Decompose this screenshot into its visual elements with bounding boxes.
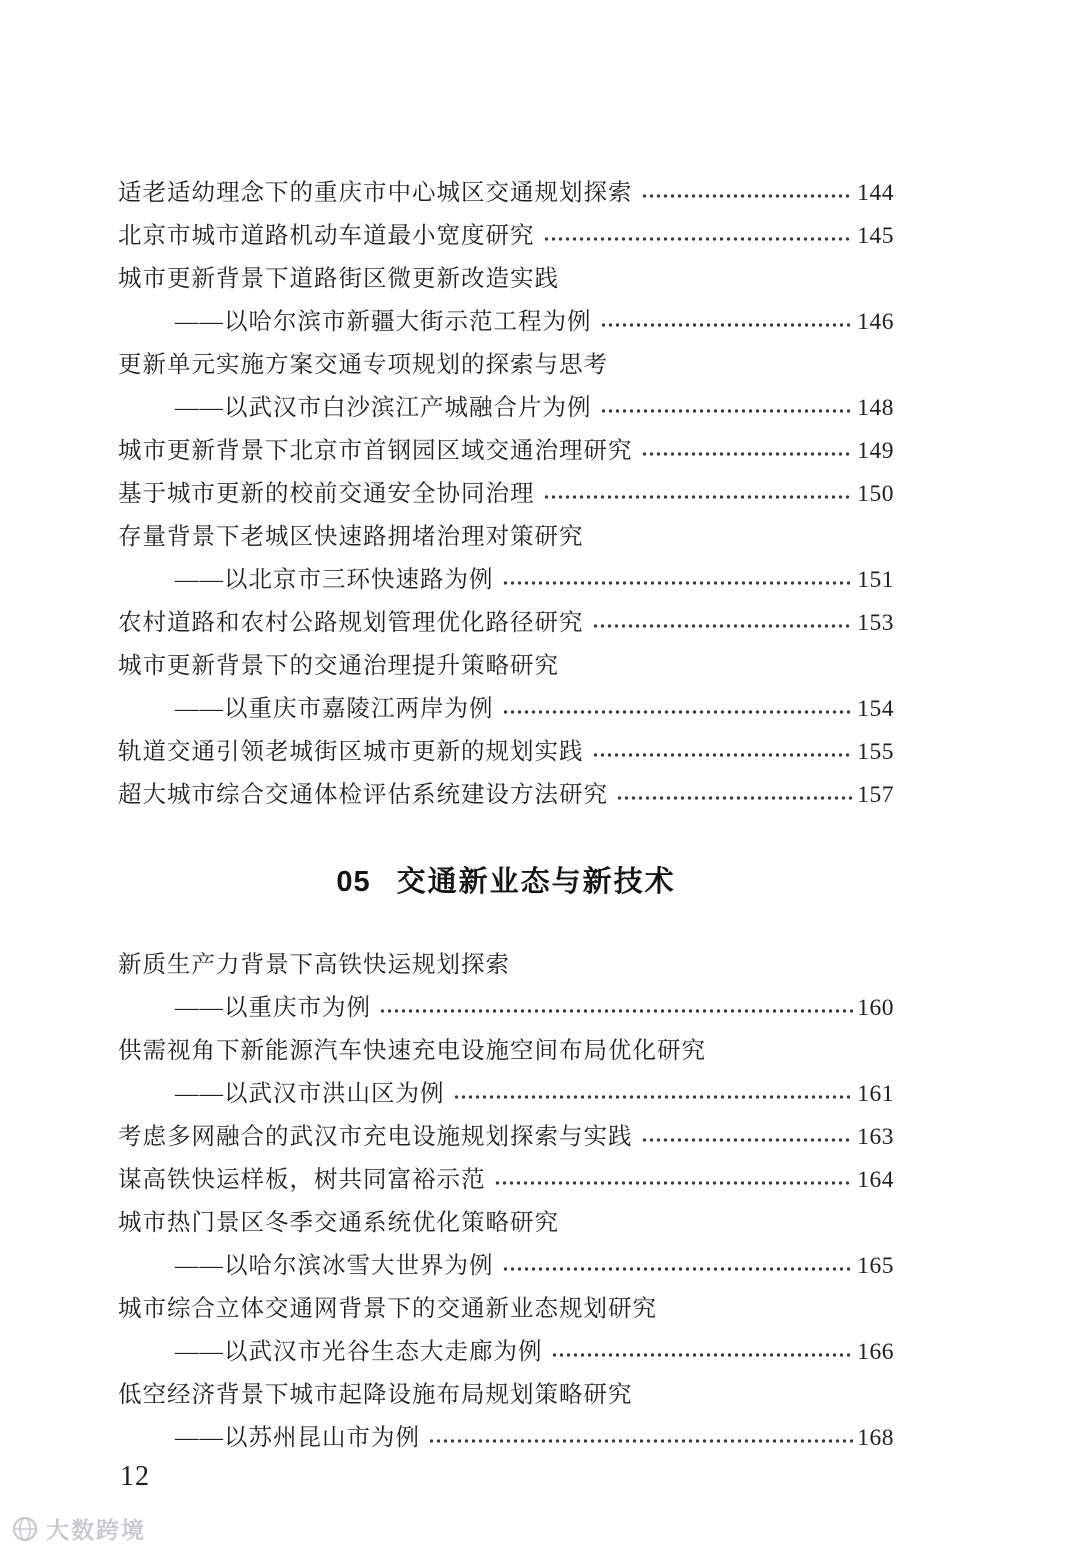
entry-page-number: 163: [857, 1124, 894, 1150]
section-number: 05: [336, 866, 371, 898]
toc-entry: [118, 944, 894, 1030]
toc-entry: [118, 516, 894, 602]
entry-subtitle: ——以重庆市嘉陵江两岸为例: [175, 696, 494, 722]
entry-page-number: 150: [857, 481, 894, 507]
dot-leader: [543, 235, 854, 243]
toc-entry: [118, 1030, 894, 1116]
entry-title: 更新单元实施方案交通专项规划的探索与思考: [118, 352, 608, 378]
dot-leader: [428, 1437, 853, 1445]
toc-entry: [118, 1159, 894, 1202]
toc-entry: [118, 1288, 894, 1374]
dot-leader: [600, 407, 854, 415]
entry-page-number: 155: [857, 739, 894, 765]
entry-page-number: 166: [857, 1339, 894, 1365]
entry-title: 轨道交通引领老城街区城市更新的规划实践: [118, 739, 584, 765]
entry-title: 低空经济背景下城市起降设施布局规划策略研究: [118, 1382, 633, 1408]
toc-entry: [118, 258, 894, 344]
toc-entry: [118, 731, 894, 774]
toc-entry: [118, 1116, 894, 1159]
entry-title: 城市更新背景下道路街区微更新改造实践: [118, 266, 559, 292]
entry-page-number: 148: [857, 395, 894, 421]
dot-leader: [641, 192, 854, 200]
entry-title: 存量背景下老城区快速路拥堵治理对策研究: [118, 524, 584, 550]
dot-leader: [453, 1093, 854, 1101]
entry-title: 谋高铁快运样板，树共同富裕示范: [118, 1167, 486, 1193]
entry-subtitle: ——以苏州昆山市为例: [175, 1425, 420, 1451]
dot-leader: [616, 794, 853, 802]
entry-subtitle: ——以武汉市光谷生态大走廊为例: [175, 1339, 543, 1365]
toc-entry: [118, 215, 894, 258]
entry-title: 城市热门景区冬季交通系统优化策略研究: [118, 1210, 559, 1236]
entry-page-number: 145: [857, 223, 894, 249]
entry-page-number: 149: [857, 438, 894, 464]
dot-leader: [502, 708, 854, 716]
entry-page-number: 164: [857, 1167, 894, 1193]
entry-page-number: 153: [857, 610, 894, 636]
entry-title: 适老适幼理念下的重庆市中心城区交通规划探索: [118, 180, 633, 206]
entry-title: 城市更新背景下北京市首钢园区域交通治理研究: [118, 438, 633, 464]
entry-page-number: 160: [857, 995, 894, 1021]
entry-page-number: 144: [857, 180, 894, 206]
entry-title: 北京市城市道路机动车道最小宽度研究: [118, 223, 535, 249]
dot-leader: [551, 1351, 854, 1359]
toc-entry: [118, 645, 894, 731]
entry-title: 新质生产力背景下高铁快运规划探索: [118, 952, 510, 978]
watermark: [10, 1512, 146, 1545]
entry-subtitle: ——以武汉市白沙滨江产城融合片为例: [175, 395, 592, 421]
entry-subtitle: ——以武汉市洪山区为例: [175, 1081, 445, 1107]
watermark-label: 大数跨境: [46, 1517, 146, 1543]
section-heading: [118, 861, 894, 904]
toc-entry: [118, 602, 894, 645]
watermark-logo-icon: [10, 1514, 40, 1544]
entry-title: 供需视角下新能源汽车快速充电设施空间布局优化研究: [118, 1038, 706, 1064]
entry-subtitle: ——以北京市三环快速路为例: [175, 567, 494, 593]
section-title: 交通新业态与新技术: [396, 866, 676, 898]
toc-entry: [118, 172, 894, 215]
dot-leader: [641, 450, 854, 458]
toc-entry: [118, 774, 894, 817]
dot-leader: [641, 1136, 854, 1144]
dot-leader: [494, 1179, 854, 1187]
entry-page-number: 154: [857, 696, 894, 722]
toc: [118, 172, 894, 1460]
dot-leader: [543, 493, 854, 501]
dot-leader: [502, 1265, 854, 1273]
entry-page-number: 151: [857, 567, 894, 593]
entry-subtitle: ——以哈尔滨冰雪大世界为例: [175, 1253, 494, 1279]
entry-subtitle: ——以重庆市为例: [175, 995, 371, 1021]
toc-entry: [118, 344, 894, 430]
entry-title: 城市综合立体交通网背景下的交通新业态规划研究: [118, 1296, 657, 1322]
toc-entry: [118, 473, 894, 516]
dot-leader: [592, 622, 854, 630]
entry-page-number: 161: [857, 1081, 894, 1107]
dot-leader: [592, 751, 854, 759]
entry-page-number: 157: [857, 782, 894, 808]
entry-page-number: 165: [857, 1253, 894, 1279]
dot-leader: [600, 321, 854, 329]
page-number: 12: [120, 1461, 150, 1492]
entry-title: 城市更新背景下的交通治理提升策略研究: [118, 653, 559, 679]
toc-entry: [118, 1374, 894, 1460]
entry-title: 农村道路和农村公路规划管理优化路径研究: [118, 610, 584, 636]
toc-entry: [118, 1202, 894, 1288]
entry-page-number: 146: [857, 309, 894, 335]
entry-title: 考虑多网融合的武汉市充电设施规划探索与实践: [118, 1124, 633, 1150]
dot-leader: [502, 579, 854, 587]
entry-subtitle: ——以哈尔滨市新疆大街示范工程为例: [175, 309, 592, 335]
entry-page-number: 168: [857, 1425, 894, 1451]
dot-leader: [379, 1007, 853, 1015]
entry-title: 基于城市更新的校前交通安全协同治理: [118, 481, 535, 507]
entry-title: 超大城市综合交通体检评估系统建设方法研究: [118, 782, 608, 808]
toc-entry: [118, 430, 894, 473]
